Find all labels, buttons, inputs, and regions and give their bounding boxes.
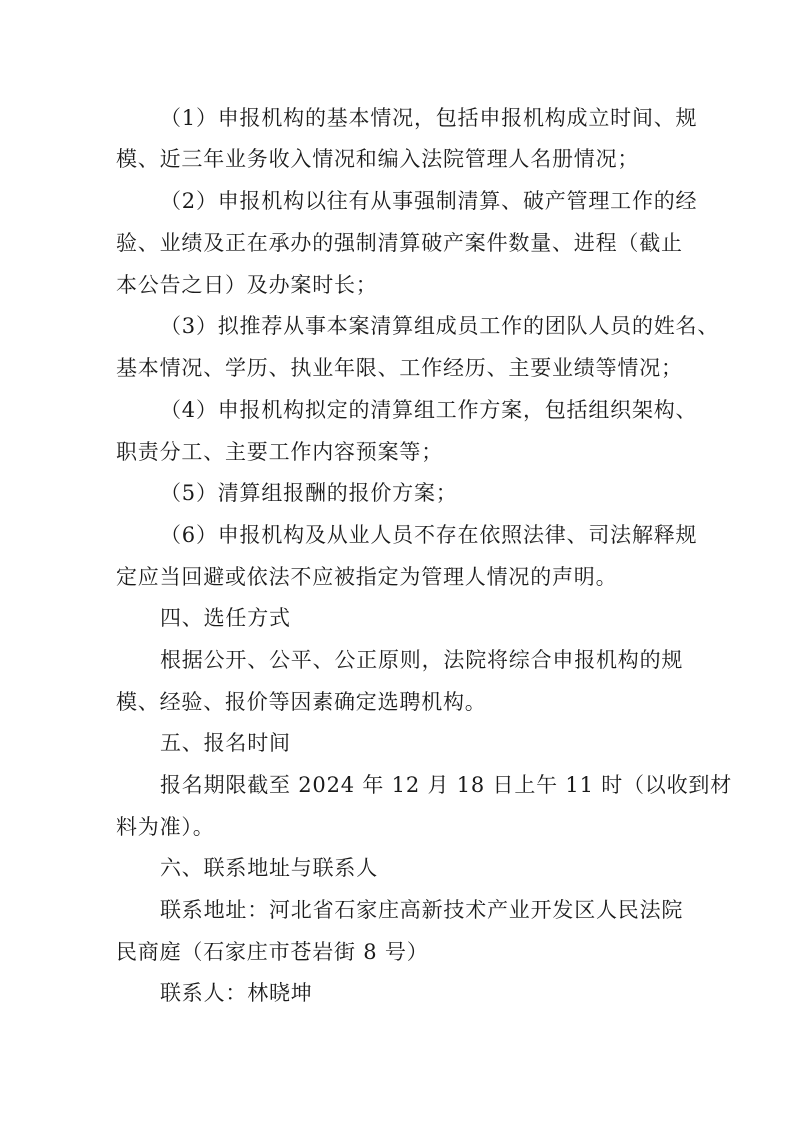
contact-address-line-1: 联系地址：河北省石家庄高新技术产业开发区人民法院	[160, 898, 684, 922]
section-6-heading: 六、联系地址与联系人	[160, 856, 378, 880]
section-4-heading: 四、选任方式	[160, 606, 291, 630]
contact-address-line-2: 民商庭（石家庄市苍岩街 8 号）	[116, 940, 429, 964]
item-1-line-1: （1）申报机构的基本情况，包括申报机构成立时间、规	[160, 106, 698, 130]
item-2-line-1: （2）申报机构以往有从事强制清算、破产管理工作的经	[160, 189, 698, 213]
section-5-heading: 五、报名时间	[160, 731, 291, 755]
contact-person: 联系人：林晓坤	[160, 981, 313, 1005]
item-6-line-2: 定应当回避或依法不应被指定为管理人情况的声明。	[116, 565, 618, 589]
item-4-line-1: （4）申报机构拟定的清算组工作方案，包括组织架构、	[160, 398, 698, 422]
item-2-line-2: 验、业绩及正在承办的强制清算破产案件数量、进程（截止	[116, 231, 683, 255]
item-3-line-2: 基本情况、学历、执业年限、工作经历、主要业绩等情况；	[116, 356, 683, 380]
item-1-line-2: 模、近三年业务收入情况和编入法院管理人名册情况；	[116, 147, 640, 171]
section-4-body-line-2: 模、经验、报价等因素确定选聘机构。	[116, 690, 487, 714]
item-2-line-3: 本公告之日）及办案时长；	[116, 273, 378, 297]
item-3-line-1: （3）拟推荐从事本案清算组成员工作的团队人员的姓名、	[160, 314, 720, 338]
section-4-body-line-1: 根据公开、公平、公正原则，法院将综合申报机构的规	[160, 648, 684, 672]
item-6-line-1: （6）申报机构及从业人员不存在依照法律、司法解释规	[160, 523, 698, 547]
section-5-body-line-1: 报名期限截至 2024 年 12 月 18 日上午 11 时（以收到材	[160, 773, 733, 797]
item-4-line-2: 职责分工、主要工作内容预案等；	[116, 440, 443, 464]
section-5-body-line-2: 料为准）。	[116, 815, 215, 839]
item-5-line-1: （5）清算组报酬的报价方案；	[160, 481, 458, 505]
